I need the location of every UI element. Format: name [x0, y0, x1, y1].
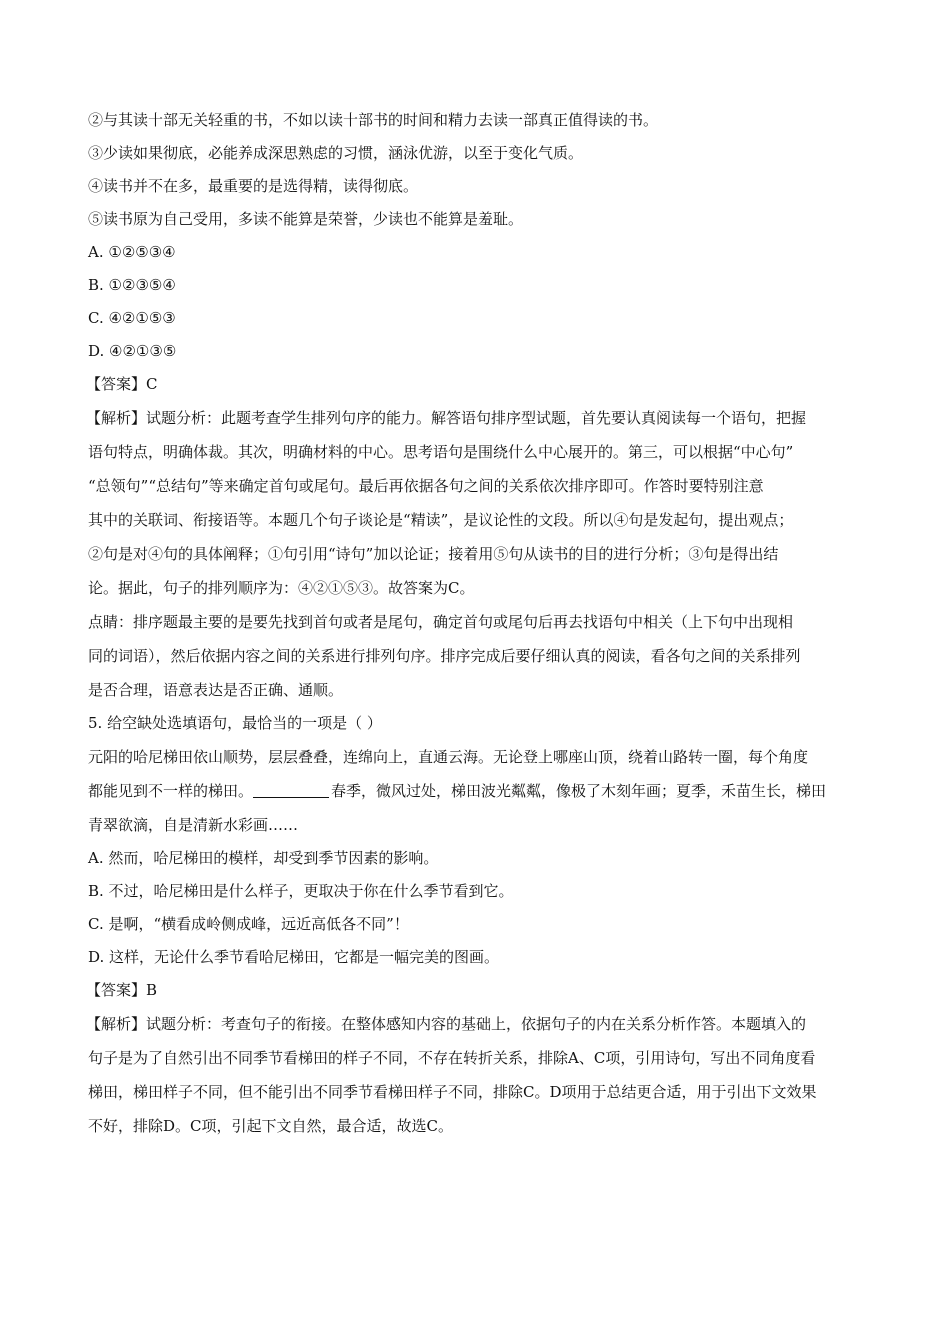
- q5-passage-line: 青翠欲滴，自是清新水彩画……: [88, 816, 299, 834]
- q4-tip-line: 同的词语），然后依据内容之间的关系进行排列句序。排序完成后要仔细认真的阅读，看各句之间的关系排列: [88, 647, 801, 665]
- q4-option-d: D. ④②①③⑤: [88, 342, 177, 360]
- q4-analysis: [88, 401, 870, 605]
- fill-in-blank: [253, 781, 329, 798]
- q5-answer: 【答案】B: [86, 981, 158, 999]
- q5-passage-text: 都能见到不一样的梯田。: [88, 782, 254, 800]
- q4-item-4: ④读书并不在多，最重要的是选得精，读得彻底。: [88, 177, 419, 195]
- q5-option-b: B. 不过，哈尼梯田是什么样子，更取决于你在什么季节看到它。: [88, 882, 514, 900]
- q4-item-5: ⑤读书原为自己受用，多读不能算是荣誉，少读也不能算是羞耻。: [88, 210, 524, 228]
- q5-passage: [88, 740, 870, 842]
- q5-option-c: C. 是啊，“横看成岭侧成峰，远近高低各不同”！: [88, 915, 409, 933]
- q4-item-2: ②与其读十部无关轻重的书，不如以读十部书的时间和精力去读一部真正值得读的书。: [88, 111, 659, 129]
- q5-passage-line: 元阳的哈尼梯田依山顺势，层层叠叠，连绵向上，直通云海。无论登上哪座山顶，绕着山路转一圈，每个角度: [88, 748, 809, 766]
- q4-analysis-line: “总领句”“总结句”等来确定首句或尾句。最后再依据各句之间的关系依次排序即可。作答时要特别注意: [88, 477, 764, 495]
- q5-analysis-line: 不好，排除D。C项，引起下文自然，最合适，故选C。: [88, 1117, 453, 1135]
- document-page: [88, 104, 870, 1143]
- q4-tip-line: 是否合理，语意表达是否正确、通顺。: [88, 681, 344, 699]
- q4-option-c: C. ④②①⑤③: [88, 309, 176, 327]
- q4-item-3: ③少读如果彻底，必能养成深思熟虑的习惯，涵泳优游，以至于变化气质。: [88, 144, 584, 162]
- q4-analysis-line: 语句特点，明确体裁。其次，明确材料的中心。思考语句是围绕什么中心展开的。第三，可以根据“中心句”: [88, 443, 794, 461]
- q5-analysis-line: 【解析】试题分析：考查句子的衔接。在整体感知内容的基础上，依据句子的内在关系分析作答。本题填入的: [86, 1015, 807, 1033]
- q4-tip: [88, 605, 870, 707]
- q4-option-a: A. ①②⑤③④: [88, 243, 176, 261]
- q5-analysis: [88, 1007, 870, 1143]
- q5-passage-text: 春季，微风过处，梯田波光粼粼，像极了木刻年画；夏季，禾苗生长，梯田: [331, 782, 827, 800]
- q5-option-d: D. 这样，无论什么季节看哈尼梯田，它都是一幅完美的图画。: [88, 948, 500, 966]
- q4-analysis-line: 论。据此，句子的排列顺序为：④②①⑤③。故答案为C。: [88, 579, 475, 597]
- q4-tip-line: 点睛：排序题最主要的是要先找到首句或者是尾句，确定首句或尾句后再去找语句中相关（上下句中出现相: [88, 613, 794, 631]
- q4-analysis-line: 【解析】试题分析：此题考查学生排列句序的能力。解答语句排序型试题，首先要认真阅读每一个语句，把握: [86, 409, 807, 427]
- q4-analysis-line: 其中的关联词、衔接语等。本题几个句子谈论是“精读”，是议论性的文段。所以④句是发起句，提出观点；: [88, 511, 794, 529]
- q5-stem: 5. 给空缺处选填语句，最恰当的一项是（ ）: [88, 714, 382, 732]
- q5-analysis-line: 句子是为了自然引出不同季节看梯田的样子不同，不存在转折关系，排除A、C项，引用诗句，写出不同角度看: [88, 1049, 816, 1067]
- q4-answer: 【答案】C: [86, 375, 158, 393]
- q5-option-a: A. 然而，哈尼梯田的模样，却受到季节因素的影响。: [88, 849, 439, 867]
- q4-analysis-line: ②句是对④句的具体阐释；①句引用“诗句”加以论证；接着用⑤句从读书的目的进行分析；③句是得出结: [88, 545, 779, 563]
- q4-option-b: B. ①②③⑤④: [88, 276, 176, 294]
- q5-passage-line: [88, 774, 870, 808]
- q5-analysis-line: 梯田，梯田样子不同，但不能引出不同季节看梯田样子不同，排除C。D项用于总结更合适，用于引出下文效果: [88, 1083, 817, 1101]
